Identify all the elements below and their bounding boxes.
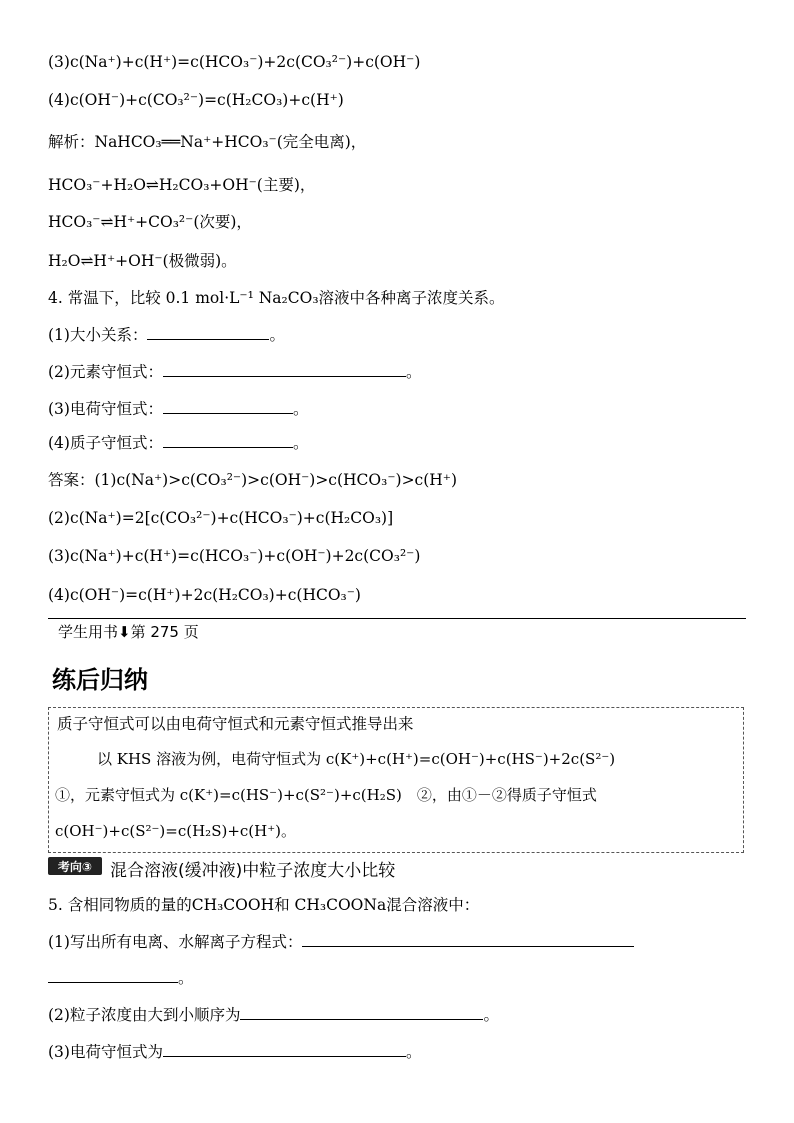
answer-blank[interactable]	[163, 399, 293, 414]
divider	[48, 618, 746, 619]
q4-part-4: (4)质子守恒式： 。	[48, 434, 309, 452]
answer-blank[interactable]	[163, 1042, 406, 1057]
answer-blank[interactable]	[48, 968, 178, 983]
q4-answer-2: (2)c(Na⁺)=2[c(CO₃²⁻)+c(HCO₃⁻)+c(H₂CO₃)]	[48, 509, 394, 527]
equation-hydrolysis: HCO₃⁻+H₂O⇌H₂CO₃+OH⁻(主要)，	[48, 176, 316, 194]
answer-blank[interactable]	[240, 1005, 483, 1020]
question-4-stem: 4. 常温下，比较 0.1 mol·L⁻¹ Na₂CO₃溶液中各种离子浓度关系。	[48, 289, 505, 307]
q5-part-1-continued: 。	[48, 968, 194, 988]
equation-ionization: HCO₃⁻⇌H⁺+CO₃²⁻(次要)，	[48, 213, 252, 231]
page-reference: 学生用书⬇第 275 页	[58, 623, 199, 641]
answer-blank[interactable]	[163, 362, 406, 377]
q4-part-2-label: (2)元素守恒式：	[48, 363, 163, 381]
summary-box-heading: 质子守恒式可以由电荷守恒式和元素守恒式推导出来	[57, 715, 414, 733]
equation-water: H₂O⇌H⁺+OH⁻(极微弱)。	[48, 252, 237, 270]
analysis-line: 解析：NaHCO₃══Na⁺+HCO₃⁻(完全电离)，	[48, 133, 367, 151]
q5-part-1-label: (1)写出所有电离、水解离子方程式：	[48, 933, 303, 951]
q4-part-3-label: (3)电荷守恒式：	[48, 400, 163, 418]
q5-part-3-label: (3)电荷守恒式为	[48, 1043, 163, 1061]
q4-part-3: (3)电荷守恒式： 。	[48, 400, 309, 418]
answer-blank[interactable]	[147, 325, 269, 340]
q5-part-2-label: (2)粒子浓度由大到小顺序为	[48, 1006, 241, 1024]
section-title: 练后归纳	[52, 666, 148, 694]
q4-part-1: (1)大小关系： 。	[48, 326, 285, 344]
q4-answer-1: 答案：(1)c(Na⁺)>c(CO₃²⁻)>c(OH⁻)>c(HCO₃⁻)>c(H⁺)	[48, 471, 458, 489]
q5-part-2: (2)粒子浓度由大到小顺序为 。	[48, 1006, 499, 1024]
q5-part-3: (3)电荷守恒式为 。	[48, 1043, 422, 1061]
summary-box-line: ①，元素守恒式为 c(K⁺)=c(HS⁻)+c(S²⁻)+c(H₂S) ②，由①－②得质子守恒式	[55, 786, 597, 804]
q4-answer-3: (3)c(Na⁺)+c(H⁺)=c(HCO₃⁻)+c(OH⁻)+2c(CO₃²⁻)	[48, 547, 421, 565]
q4-answer-4: (4)c(OH⁻)=c(H⁺)+2c(H₂CO₃)+c(HCO₃⁻)	[48, 586, 361, 604]
q4-part-2: (2)元素守恒式： 。	[48, 363, 422, 381]
q4-part-1-label: (1)大小关系：	[48, 326, 148, 344]
summary-box-line: 以 KHS 溶液为例，电荷守恒式为 c(K⁺)+c(H⁺)=c(OH⁻)+c(HS⁻)+2c(S²⁻)	[97, 750, 616, 768]
summary-box	[48, 707, 744, 853]
answer-line-3: (3)c(Na⁺)+c(H⁺)=c(HCO₃⁻)+2c(CO₃²⁻)+c(OH⁻)	[48, 53, 421, 71]
answer-blank[interactable]	[302, 932, 634, 947]
topic-title: 混合溶液(缓冲液)中粒子浓度大小比较	[110, 861, 396, 881]
summary-box-line: c(OH⁻)+c(S²⁻)=c(H₂S)+c(H⁺)。	[55, 822, 296, 840]
q4-part-4-label: (4)质子守恒式：	[48, 434, 163, 452]
answer-blank[interactable]	[163, 433, 293, 448]
q5-part-1	[48, 932, 634, 952]
question-5-stem: 5. 含相同物质的量的CH₃COOH和 CH₃COONa混合溶液中：	[48, 896, 480, 914]
topic-badge: 考向③	[48, 857, 102, 875]
answer-line-4: (4)c(OH⁻)+c(CO₃²⁻)=c(H₂CO₃)+c(H⁺)	[48, 91, 344, 109]
